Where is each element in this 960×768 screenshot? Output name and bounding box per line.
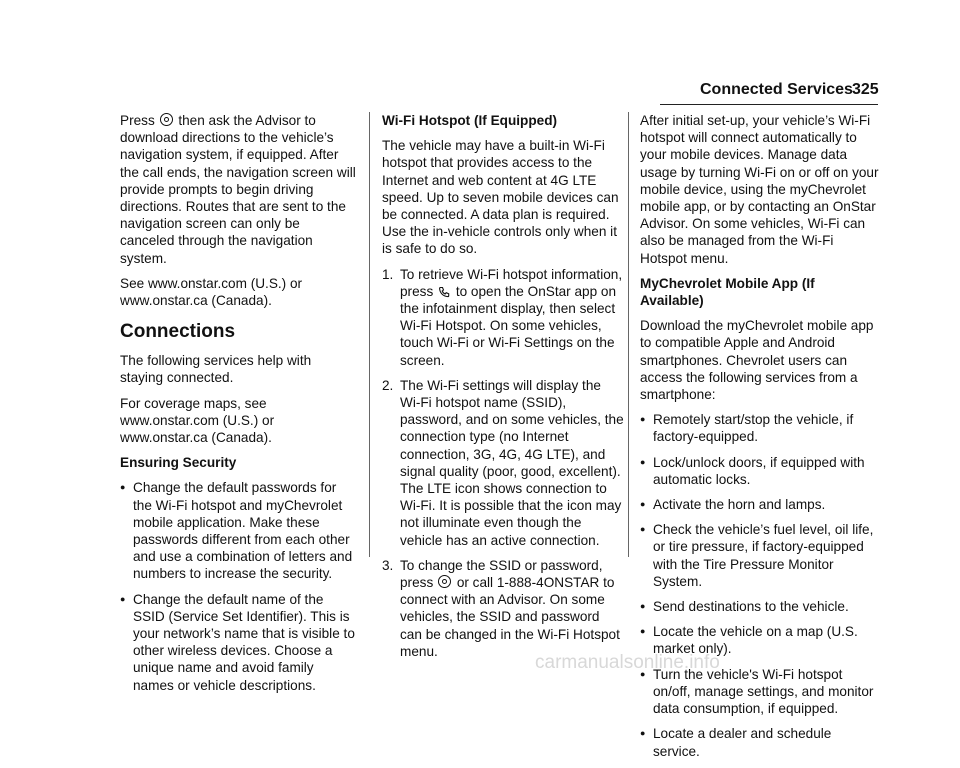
phone-button-icon <box>438 285 450 297</box>
section-title: Connected Services <box>700 81 853 98</box>
page-number: 325 <box>852 81 879 98</box>
header-rule <box>660 104 878 105</box>
list-item: ● Send destinations to the vehicle. <box>640 598 880 615</box>
paragraph-staying-connected: The following services help with staying connected. <box>120 353 312 386</box>
column-2 <box>382 112 624 668</box>
watermark-text: carmanualsonline.info <box>535 652 720 673</box>
list-item: 3. To change the SSID or password, press or call 1-888-4ONSTAR to connect with an Advisor. On some vehicles, the SSID and password can be changed in the Wi-Fi Hotspot menu. <box>382 557 620 659</box>
list-item: ● Check the vehicle’s fuel level, oil life, or tire pressure, if factory-equipped with the Tire Pressure Monitor System. <box>640 521 880 590</box>
heading-connections: Connections <box>120 321 236 343</box>
list-item: 2. The Wi-Fi settings will display the Wi-Fi hotspot name (SSID), password, and on some vehicles, the connection type (no Internet connection, 3G, 4G, 4G LTE), and signal quality (poor, good, excellent). The LTE icon shows connection to Wi-Fi. It is possible that the icon may not illuminate even though the vehicle has an active connection. <box>382 377 624 548</box>
paragraph-press-onstar: Press then ask the Advisor to download directions to the vehicle’s navigation system, if equipped. After the call ends, the navigation screen will provide prompts to begin driving directions. Routes that are sent to the navigation screen can only be canceled through the navigation system. <box>120 113 356 266</box>
list-item: ● Change the default name of the SSID (Service Set Identifier). This is your network’s name that is visible to other wireless devices. Choose a unique name and avoid family names or vehicle descriptions. <box>120 591 356 694</box>
list-item: ● Activate the horn and lamps. <box>640 496 880 513</box>
security-bullet-list <box>120 479 356 693</box>
subheading-ensuring-security: Ensuring Security <box>120 455 237 471</box>
paragraph-coverage-maps: For coverage maps, see www.onstar.com (U.S.) or www.onstar.ca (Canada). <box>120 395 275 446</box>
list-item: ● Lock/unlock doors, if equipped with automatic locks. <box>640 454 880 488</box>
list-item: ● Change the default passwords for the Wi-Fi hotspot and myChevrolet mobile application. Make these passwords different from each other and use a combination of letters and numbers to increase the security. <box>120 479 356 582</box>
list-item: ● Locate the vehicle on a map (U.S. market only). <box>640 623 880 657</box>
column-divider <box>628 112 629 557</box>
paragraph-after-setup: After initial set-up, your vehicle’s Wi-Fi hotspot will connect automatically to your mobile devices. Manage data usage by turning Wi-Fi on or off on your mobile device, using the myChevrolet mobile app, or by contacting an OnStar Advisor. On some vehicles, Wi-Fi can also be managed from the Wi-Fi Hotspot menu. <box>640 113 879 266</box>
onstar-button-icon <box>438 575 451 588</box>
paragraph-download-app: Download the myChevrolet mobile app to compatible Apple and Android smartphones. Chevrolet users can access the following services from a smartphone: <box>640 318 874 403</box>
paragraph-see-onstar: See www.onstar.com (U.S.) or www.onstar.ca (Canada). <box>120 275 303 309</box>
list-item: 1. To retrieve Wi-Fi hotspot information, press to open the OnStar app on the infotainment display, then select Wi-Fi Hotspot. On some vehicles, touch Wi-Fi or Wi-Fi Settings on the screen. <box>382 266 623 368</box>
list-item: ● Turn the vehicle's Wi-Fi hotspot on/off, manage settings, and monitor data consumption, if equipped. <box>640 666 880 718</box>
list-item: ● Remotely start/stop the vehicle, if factory-equipped. <box>640 411 880 445</box>
column-divider <box>369 112 370 557</box>
wifi-steps-list <box>382 266 624 660</box>
column-1 <box>120 112 356 702</box>
app-services-list <box>640 411 880 759</box>
subheading-wifi-hotspot: Wi-Fi Hotspot (If Equipped) <box>382 113 558 128</box>
list-item: ● Locate a dealer and schedule service. <box>640 725 880 759</box>
onstar-button-icon <box>160 113 173 126</box>
subheading-mychevrolet-app: MyChevrolet Mobile App (If Available) <box>640 275 815 309</box>
paragraph-wifi-intro: The vehicle may have a built-in Wi-Fi hotspot that provides access to the Internet and web content at 4G LTE speed. Up to seven mobile devices can be connected. A data plan is required. Use the in-vehicle controls only when it is safe to do so. <box>382 138 619 257</box>
